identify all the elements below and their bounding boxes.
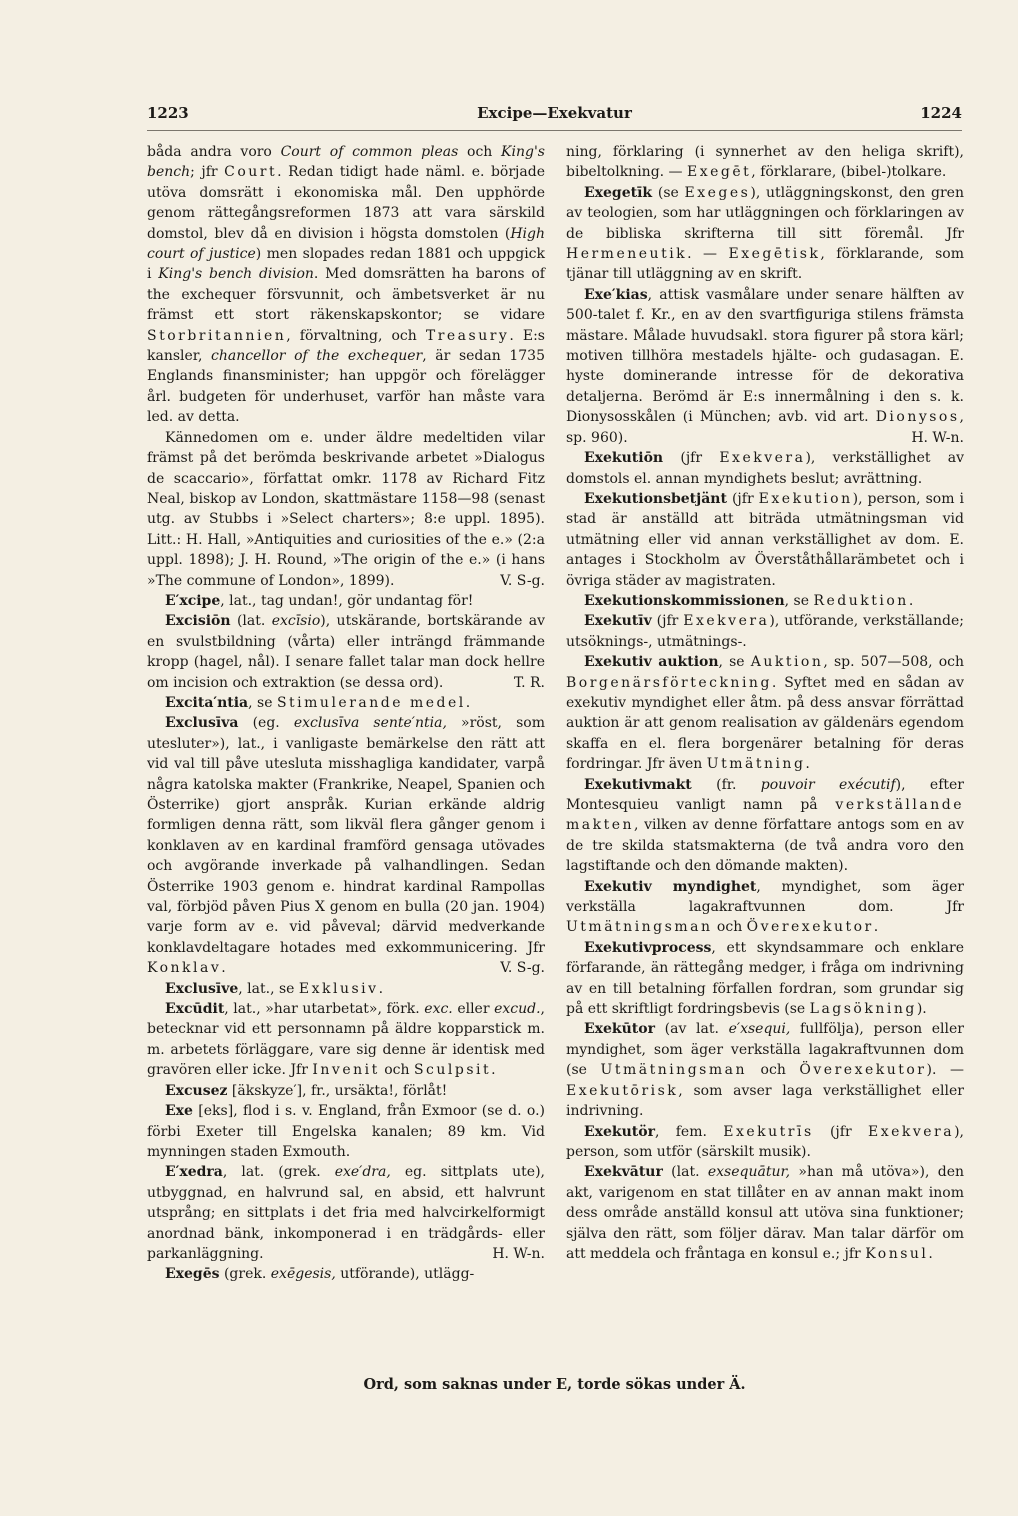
signature: V. S-g.: [500, 572, 545, 589]
entry-exekvatur: Exekvātur (lat. exsequātur, »han må utöva»), den akt, varigenom en stat tillåter en av annan makt inom dess område anställd konsul att utöva sina funktioner; själva den rätt, som följer därav. Man talar därför om att meddela och fråntaga en konsul e.; jfr Konsul.: [566, 1164, 964, 1262]
entry-excipe: E′xcipe, lat., tag undan!, gör undantag för!: [165, 592, 474, 609]
entry-exeges: Exegēs (grek. exēgesis, utförande), utlägg-: [165, 1266, 475, 1283]
page-number-left: 1223: [147, 104, 189, 122]
entry-exeges-continued: ning, förklaring (i synnerhet av den heliga skrift), bibeltolkning. — Exegēt, förklarare, (bibel-)tolkare.: [566, 144, 964, 181]
entry-exchequer-sources: Kännedomen om e. under äldre medeltiden vilar främst på det berömda beskrivande arbetet »Dialogus de scaccario», författat omkr. 1178 av Richard Fitz Neal, biskop av London, skattmästare 1158—98 (senast utg. av Stubbs i »Select charters»; 8:e uppl. 1895). Litt.: H. Hall, »Antiquities and curiosities of the e.» (2:a uppl. 1898); J. H. Round, »The origin of the e.» (i hans »The commune of London», 1899). V. S-g.: [147, 428, 545, 591]
entry-exedra: E′xedra, lat. (grek. exe′dra, eg. sittplats ute), utbyggnad, en halvrund sal, en absid, ett halvrunt utsprång; en sittplats i det fria med halvcirkelformigt anordnad bänk, inkomponerad i en trädgårds- eller parkanläggning. H. W-n.: [147, 1162, 545, 1264]
entry-exekias: Exe′kias, attisk vasmålare under senare hälften av 500-talet f. Kr., en av den svartfiguriga stilens främsta mästare. Målade huvudsakl. stora figurer på stora kärl; motiven tillhöra mestadels hjälte- och gudasagan. E. hyste dominerande intresse för de dekorativa detaljerna. Berömd är E:s innermålning i den s. k. Dionysosskålen (i München; avb. vid art. Dionysos, sp. 960). H. W-n.: [566, 285, 964, 448]
entry-excitantia: Excita′ntia, se Stimulerande medel.: [165, 694, 471, 711]
running-title: Excipe—Exekvatur: [477, 104, 632, 122]
entry-exekutivprocess: Exekutivprocess, ett skyndsammare och enklare förfarande, än rättegång medger, i fråga om indrivning av en till betalning förfallen fordran, som grundar sig på ett skriftligt fordringsbevis (se Lagsökning).: [566, 939, 964, 1018]
entry-excision: Excisiōn (lat. excīsio), utskärande, bortskärande av en svulstbildning (vårta) eller inträngd främmande kropp (hagel, nål). I senare fallet talar man dock hellre om incision och extraktion (se dessa ord). T. R.: [147, 611, 545, 693]
entry-exekutiv-auktion: Exekutiv auktion, se Auktion, sp. 507—508, och Borgenärsförteckning. Syftet med en sådan av exekutiv myndighet eller åtm. på dess ansvar förrättad auktion är att genom realisation av gäldenärs egendom skaffa en el. flera borgenärer betalning för deras fordringar. Jfr även Utmätning.: [566, 654, 964, 773]
entry-exekutivmakt: Exekutivmakt (fr. pouvoir exécutif), efter Montesquieu vanligt namn på verkställande makten, vilken av denne författare antogs som en av de tre skilda statsmakterna (de två andra voro den lagstiftande och den dömande makten).: [566, 776, 964, 875]
signature: V. S-g.: [500, 960, 545, 977]
signature: H. W-n.: [492, 1245, 545, 1262]
entry-exegetik: Exegetīk (se Exeges), utläggningskonst, den gren av teologien, som har utläggningen och förklaringen av de bibliska skrifterna till sitt föremål. Jfr Hermeneutik. — Exegētisk, förklarande, som tjänar till utläggning av en skrift.: [566, 184, 964, 283]
header-rule: [147, 130, 962, 131]
right-column: [566, 142, 964, 1264]
entry-exclusiva: Exclusīva (eg. exclusīva sente′ntia, »röst, som utesluter»), lat., i vanligaste bemärkelse den rätt att vid val till påve utesluta misshagliga kandidater, varpå några katolska makter (Frankrike, Neapel, Spanien och Österrike) gjort anspråk. Kurian erkände aldrig formligen denna rätt, som likväl flera gånger genom i konklaven av en kardinal framförd gensaga utövades och avgörande inverkade på valhandlingen. Sedan Österrike 1903 genom e. hindrat kardinal Rampollas val, förbjöd påven Pius X genom en bulla (20 jan. 1904) varje form av e. vid påveval; därvid medverkande konklavdeltagare hotades med exkommunicering. Jfr Konklav. V. S-g.: [147, 713, 545, 978]
footer-note: Ord, som saknas under E, torde sökas under Ä.: [363, 1376, 746, 1393]
page-number-right: 1224: [920, 104, 962, 122]
signature: T. R.: [513, 674, 545, 691]
entry-exekutionsbetjant: Exekutionsbetjänt (jfr Exekution), person, som i stad är anställd att biträda utmätningsman vid utmätning eller vid annan verkställighet av dom. E. antages i Stockholm av Överståthållarämbetet och i övriga städer av magistraten.: [566, 490, 964, 589]
entry-exekutor-fem: Exekutör, fem. Exekutrīs (jfr Exekvera), person, som utför (särskilt musik).: [566, 1123, 965, 1160]
entry-exekution: Exekutiōn (jfr Exekvera), verkställighet av domstols el. annan myndighets beslut; avrättning.: [566, 450, 965, 487]
left-column: [147, 142, 545, 1285]
entry-exchequer-continued: båda andra voro Court of common pleas och King's bench; jfr Court. Redan tidigt hade näml. e. började utöva domsrätt i ekonomiska mål. Den upphörde genom rättegångsreformen 1873 att vara särskild domstol, blev då en division i högsta domstolen (High court of justice) men slopades redan 1881 och uppgick i King's bench division. Med domsrätten ha barons of the exchequer försvunnit, och ämbetsverket är nu främst ett stort räkenskapskontor; se vidare Storbritannien, förvaltning, och Treasury. E:s kansler, chancellor of the exchequer, är sedan 1735 Englands finansminister; han uppgör och förelägger årl. budgeten för underhuset, varför han måste vara led. av detta.: [147, 144, 546, 426]
entry-excudit: Excūdit, lat., »har utarbetat», förk. exc. eller excud., betecknar vid ett personnamn på äldre kopparstick m. m. arbetets förläggare, vare sig denne är identisk med gravören eller icke. Jfr Invenit och Sculpsit.: [147, 1001, 545, 1079]
entry-exekutionskommissionen: Exekutionskommissionen, se Reduktion.: [584, 592, 914, 609]
entry-excusez: Excusez [äkskyze′], fr., ursäkta!, förlåt!: [165, 1082, 448, 1099]
entry-exe: Exe [eks], flod i s. v. England, från Exmoor (se d. o.) förbi Exeter till Engelska kanalen; 89 km. Vid mynningen staden Exmouth.: [147, 1103, 545, 1160]
entry-exekutiv-myndighet: Exekutiv myndighet, myndighet, som äger verkställa lagakraftvunnen dom. Jfr Utmätningsman och Överexekutor.: [566, 878, 964, 936]
entry-exclusive: Exclusīve, lat., se Exklusiv.: [165, 980, 384, 997]
signature: H. W-n.: [911, 429, 964, 446]
entry-exekutor: Exekūtor (av lat. e′xsequi, fullfölja), person eller myndighet, som äger verkställa lagakraftvunnen dom (se Utmätningsman och Överexekutor). — Exekutōrisk, som avser laga verkställighet eller indrivning.: [566, 1021, 964, 1120]
page-header: [147, 104, 962, 128]
entry-exekutiv: Exekutīv (jfr Exekvera), utförande, verkställande; utsöknings-, utmätnings-.: [566, 613, 964, 650]
